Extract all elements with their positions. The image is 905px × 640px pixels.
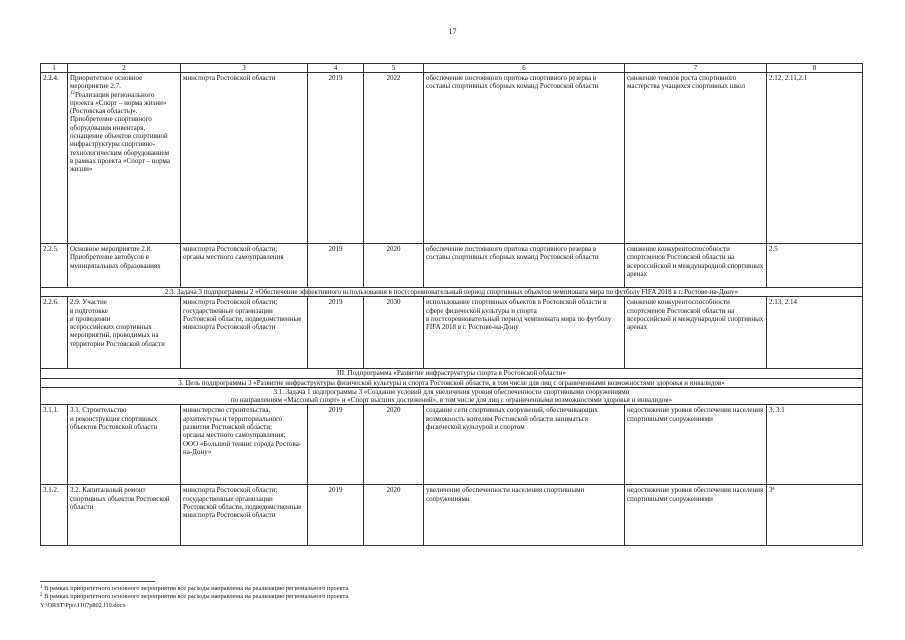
- column-header: 3: [181, 64, 308, 73]
- task-3-1-line-1: 3.1. Задача 1 подпрограммы 3 «Создание условий для увеличения уровня обеспеченности спортивными сооружениями: [273, 387, 630, 396]
- expected-result: использование спортивных объектов в Ростовской области в сфере физической культуры и спорта в постсоревновательный период чемпионата мира по футболу FIFA 2018 в г. Ростове-на-Дону: [424, 297, 625, 369]
- indicator-link: 2.5: [767, 244, 863, 288]
- non-implementation-consequence: недостижение уровня обеспечения населения спортивными сооружениями: [625, 405, 767, 485]
- table-row: [41, 73, 863, 244]
- table-row: [41, 405, 863, 485]
- column-header: 8: [767, 64, 863, 73]
- footnote-ref: 12: [70, 90, 75, 96]
- column-header: 4: [308, 64, 364, 73]
- expected-result: обеспечение постоянного притока спортивного резерва в составы спортивных сборных команд Ростовской области: [424, 244, 625, 288]
- executor: минспорта Ростовской области; органы местного самоуправления: [181, 244, 308, 288]
- table-header-row: [41, 64, 863, 73]
- table-row: [41, 485, 863, 546]
- footnote-text: В рамках приоритетного основного мероприятия все расходы направлены на реализацию регионального проекта.: [44, 585, 350, 592]
- footnote: [40, 585, 350, 592]
- indicator-link: 3ª: [767, 485, 863, 546]
- measure-name: [68, 73, 181, 244]
- file-path: Y:\ORST\Ppo\1107p802.f19.docx: [40, 602, 126, 609]
- row-number: 2.2.5.: [41, 244, 68, 288]
- footnote-separator: [40, 581, 155, 582]
- row-number: 2.2.6.: [41, 297, 68, 369]
- subprogram-3-heading: III. Подпрограмма «Развитие инфраструктуры спорта в Ростовской области»: [41, 369, 863, 378]
- measure-name: 3.1. Строительство и реконструкция спортивных объектов Ростовской области: [68, 405, 181, 485]
- measure-name: 2.9. Участие в подготовке и проведении всероссийских спортивных мероприятий, проводимых на территории Ростовской области: [68, 297, 181, 369]
- table-row: [41, 244, 863, 288]
- column-header: 2: [68, 64, 181, 73]
- footnote-text: В рамках приоритетного основного мероприятия все расходы направлены на реализацию регионального проекта.: [44, 593, 350, 600]
- measures-table: [40, 63, 863, 546]
- end-year: 2020: [364, 485, 424, 546]
- task-3-heading: 2.3. Задача 3 подпрограммы 2 «Обеспечение эффективного использования в постсоревновательный период спортивных объектов чемпионата мира по футболу FIFA 2018 в г. Ростове-на-Дону»: [41, 288, 863, 297]
- row-number: 2.2.4.: [41, 73, 68, 244]
- non-implementation-consequence: недостижение уровня обеспечения населения спортивными сооружениями: [625, 485, 767, 546]
- measure-name: 3.2. Капитальный ремонт спортивных объектов Ростовской области: [68, 485, 181, 546]
- executor: минспорта Ростовской области; государственные организации Ростовской области, подведомственные минспорта Ростовской области: [181, 297, 308, 369]
- row-number: 3.1.1.: [41, 405, 68, 485]
- column-header: 5: [364, 64, 424, 73]
- footnote: [40, 593, 350, 600]
- measure-name-text: Реализация регионального проекта «Спорт – норма жизни» (Ростовская область)». Приобретение спортивного оборудования инвентаря, оснащение объектов спортивной инфраструктуры спортивно-технологическим оборудованием в рамках проекта «Спорт – норма жизни»: [70, 90, 171, 174]
- indicator-link: 2.12, 2.11,2.1: [767, 73, 863, 244]
- executor: минспорта Ростовской области; государственные организации Ростовской области, подведомственные минспорта Ростовской области: [181, 485, 308, 546]
- executor: министерство строительства, архитектуры и территориального развития Ростовской области; органы местного самоуправления; ООО «Большой теннис города Ростова-на-Дону»: [181, 405, 308, 485]
- footnote-number: 2: [40, 593, 43, 598]
- footnote-number: 1: [40, 585, 43, 590]
- start-year: 2019: [308, 485, 364, 546]
- expected-result: создание сети спортивных сооружений, обеспечивающих возможность жителям Ростовской области заниматься физической культурой и спортом: [424, 405, 625, 485]
- end-year: 2022: [364, 73, 424, 244]
- task-row: [41, 288, 863, 297]
- table-row: [41, 297, 863, 369]
- executor: минспорта Ростовской области: [181, 73, 308, 244]
- section-row: [41, 369, 863, 378]
- end-year: 2020: [364, 405, 424, 485]
- indicator-link: 3, 3.1: [767, 405, 863, 485]
- section-row: [41, 387, 863, 405]
- indicator-link: 2.13, 2.14: [767, 297, 863, 369]
- task-3-1-line-2: по направлениям «Массовый спорт» и «Спорт высших достижений», в том числе для лиц с ограниченными возможностями здоровья и инвалидов»: [230, 396, 673, 405]
- expected-result: обеспечение постоянного притока спортивного резерва в составы спортивных сборных команд Ростовской области: [424, 73, 625, 244]
- non-implementation-consequence: снижение темпов роста спортивного мастерства учащихся спортивных школ: [625, 73, 767, 244]
- expected-result: увеличение обеспеченности населения спортивными сооружениями: [424, 485, 625, 546]
- start-year: 2019: [308, 297, 364, 369]
- section-row: [41, 378, 863, 387]
- end-year: 2030: [364, 297, 424, 369]
- end-year: 2020: [364, 244, 424, 288]
- start-year: 2019: [308, 244, 364, 288]
- column-header: 6: [424, 64, 625, 73]
- column-header: 7: [625, 64, 767, 73]
- measure-name: Основное мероприятие 2.8. Приобретение автобусов в муниципальных образованиях: [68, 244, 181, 288]
- page-number: 17: [448, 27, 457, 36]
- measure-name-prefix: Приоритетное основное мероприятие 2.7.: [70, 74, 143, 91]
- start-year: 2019: [308, 73, 364, 244]
- non-implementation-consequence: снижение конкурентоспособности спортсменов Ростовской области на всероссийской и международной спортивных аренах: [625, 297, 767, 369]
- goal-3-heading: 3. Цель подпрограммы 3 «Развитие инфраструктуры физической культуры и спорта Ростовской области, в том числе для лиц с ограниченными возможностями здоровья и инвалидов»: [41, 378, 863, 387]
- column-header: 1: [41, 64, 68, 73]
- row-number: 3.1.2.: [41, 485, 68, 546]
- start-year: 2019: [308, 405, 364, 485]
- non-implementation-consequence: снижение конкурентоспособности спортсменов Ростовской области на всероссийской и международной спортивных аренах: [625, 244, 767, 288]
- task-3-1-heading: [41, 387, 863, 405]
